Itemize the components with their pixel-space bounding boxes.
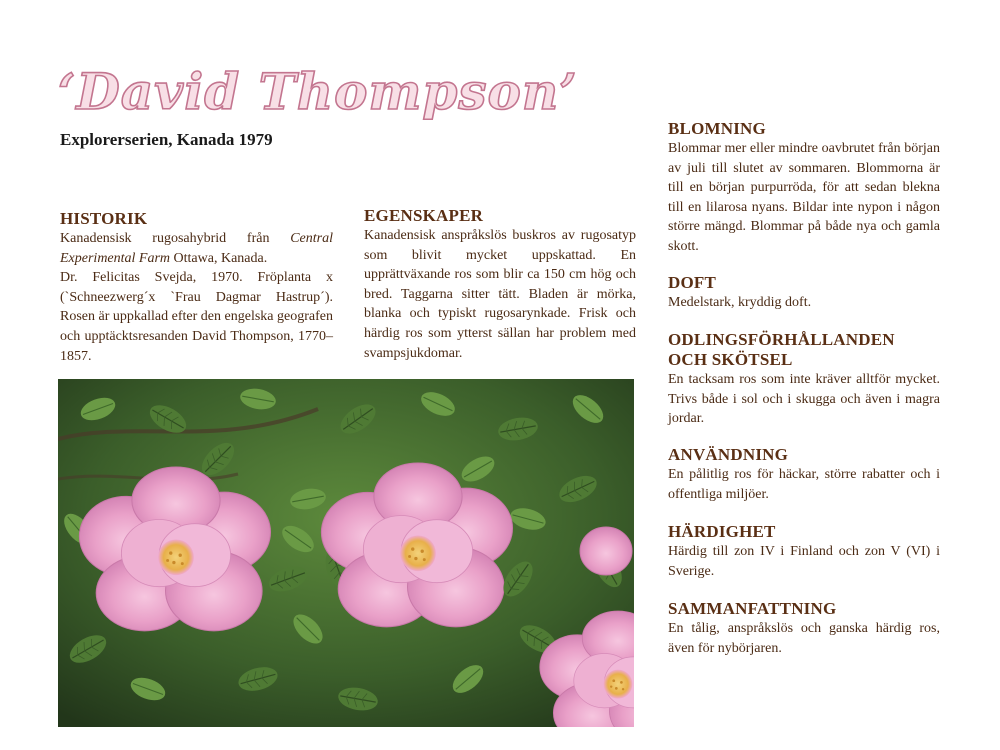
rose-photo	[58, 379, 634, 727]
blomning-text: Blommar mer eller mindre oavbrutet från början av juli till slutet av sommaren. Blommorna är till en början purpurröda, för att sedan blekna till en lilarosa nyans. Bildar inte nypon i någon större mängd. Blommar på både nya och gamla skott.	[668, 141, 940, 254]
odling-heading-line2: OCH SKÖTSEL	[668, 350, 793, 369]
hardighet-text: Härdig till zon IV i Finland och zon V (VI) i Sverige.	[668, 544, 940, 579]
historik-text-2: Dr. Felicitas Svejda, 1970. Fröplanta x (`Schneezwerg´x `Frau Dagmar Hastrup´). Rosen är uppkallad efter den engelska geografen och upptäcktsresanden David Thompson, 1770–1857.	[60, 270, 333, 364]
historik-farm-name: Central Experimental Farm	[60, 231, 333, 266]
anvandning-heading: ANVÄNDNING	[668, 445, 789, 464]
doft-text: Medelstark, kryddig doft.	[668, 295, 812, 310]
section-sammanfattning	[668, 599, 940, 658]
rose-title: ‘David Thompson’	[58, 62, 578, 121]
section-doft	[668, 273, 940, 313]
historik-text-a: Kanadensisk rugosahybrid från	[60, 231, 291, 246]
historik-text-b: Ottawa, Kanada.	[170, 250, 268, 266]
sammanfattning-heading: SAMMANFATTNING	[668, 599, 837, 618]
egenskaper-heading: EGENSKAPER	[364, 206, 484, 225]
section-odling	[668, 330, 940, 429]
section-hardighet	[668, 522, 940, 581]
subtitle: Explorerserien, Kanada 1979	[60, 130, 273, 149]
historik-text	[60, 229, 333, 366]
anvandning-text: En pålitlig ros för häckar, större rabatter och i offentliga miljöer.	[668, 467, 940, 502]
section-historik	[60, 209, 333, 366]
historik-heading: HISTORIK	[60, 209, 148, 228]
odling-text: En tacksam ros som inte kräver alltför mycket. Trivs både i sol och i skugga och även i magra jordar.	[668, 372, 940, 427]
blomning-heading: BLOMNING	[668, 119, 766, 138]
hardighet-heading: HÄRDIGHET	[668, 522, 776, 541]
section-anvandning	[668, 445, 940, 504]
egenskaper-text: Kanadensisk anspråkslös buskros av rugosatyp som blivit mycket uppskattad. En upprättväxande ros som blir ca 150 cm hög och bred. Taggarna sitter tätt. Bladen är mörka, blanka och typiskt rugosarynkade. Frisk och härdig ros som ytterst sällan har problem med svampsjukdomar.	[364, 228, 636, 361]
section-blomning	[668, 119, 940, 257]
odling-heading-line1: ODLINGSFÖRHÅLLANDEN	[668, 330, 895, 349]
rose-photo-illustration	[58, 379, 634, 727]
odling-heading	[668, 330, 940, 370]
doft-heading: DOFT	[668, 273, 717, 292]
sammanfattning-text: En tålig, anspråkslös och ganska härdig ros, även för nybörjaren.	[668, 621, 940, 656]
section-egenskaper	[364, 206, 636, 363]
